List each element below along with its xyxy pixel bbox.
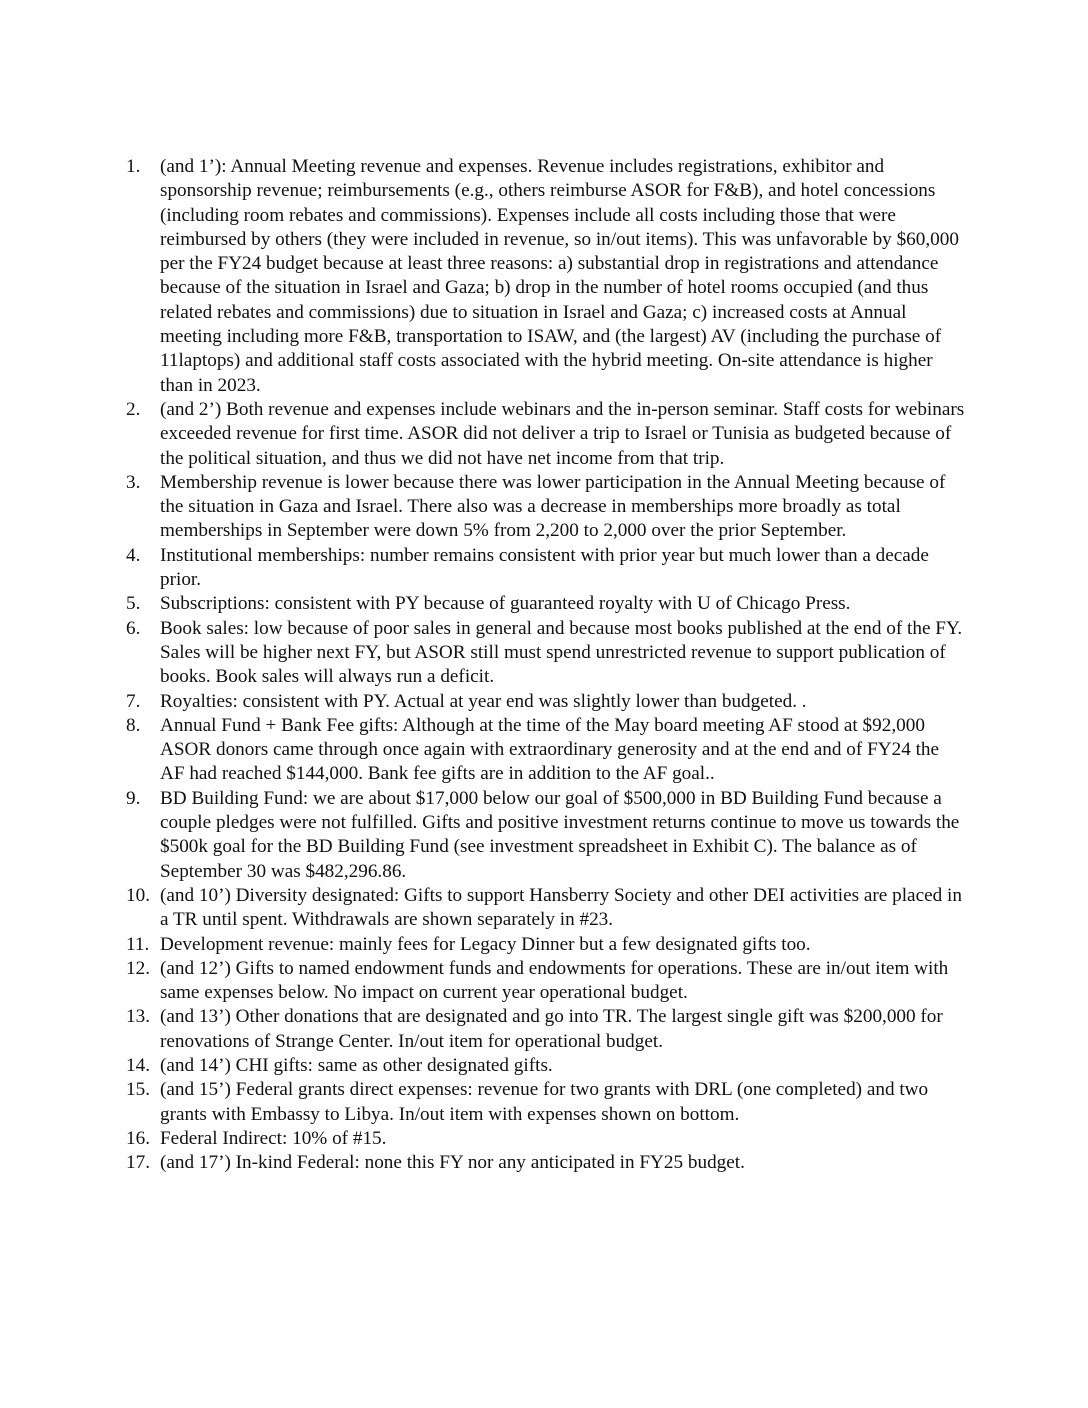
note-number: 10. [126, 884, 150, 906]
note-item-1 [126, 155, 966, 398]
note-text: Book sales: low because of poor sales in general and because most books published at the end of the FY. Sales will be higher next FY, but ASOR still must spend unrestricted revenue to support publication of books. Book sales will always run a deficit. [160, 617, 963, 688]
note-item-12 [126, 957, 966, 1006]
note-number: 9. [126, 787, 141, 809]
note-item-2 [126, 398, 966, 471]
note-number: 11. [126, 933, 150, 955]
note-text: Development revenue: mainly fees for Legacy Dinner but a few designated gifts too. [160, 933, 811, 955]
note-number: 6. [126, 617, 141, 639]
note-text: Membership revenue is lower because there was lower participation in the Annual Meeting because of the situation in Gaza and Israel. There also was a decrease in memberships more broadly as total memberships in September were down 5% from 2,200 to 2,000 over the prior September. [160, 471, 946, 542]
note-text: Institutional memberships: number remains consistent with prior year but much lower than a decade prior. [160, 544, 929, 591]
note-number: 16. [126, 1127, 150, 1149]
note-item-9 [126, 787, 966, 884]
note-item-4 [126, 544, 966, 593]
note-text: (and 13’) Other donations that are designated and go into TR. The largest single gift was $200,000 for renovations of Strange Center. In/out item for operational budget. [160, 1006, 943, 1052]
note-item-7 [126, 690, 966, 714]
note-text: Federal Indirect: 10% of #15. [160, 1127, 387, 1149]
note-text: Royalties: consistent with PY. Actual at year end was slightly lower than budgeted. . [160, 690, 807, 712]
note-number: 13. [126, 1006, 150, 1028]
note-text: Annual Fund + Bank Fee gifts: Although at the time of the May board meeting AF stood at $92,000 ASOR donors came through once again with extraordinary generosity and at the end and of FY24 the AF had reached $144,000. Bank fee gifts are in addition to the AF goal.. [160, 714, 940, 785]
note-number: 17. [126, 1152, 150, 1174]
note-number: 4. [126, 544, 141, 566]
note-text: (and 2’) Both revenue and expenses include webinars and the in-person seminar. Staff costs for webinars exceeded revenue for first time. ASOR did not deliver a trip to Israel or Tunisia as budgeted because of the political situation, and thus we did not have net income from that trip. [160, 398, 965, 469]
note-text: BD Building Fund: we are about $17,000 below our goal of $500,000 in BD Building Fund because a couple pledges were not fulfilled. Gifts and positive investment returns continue to move us towards the $500k goal for the BD Building Fund (see investment spreadsheet in Exhibit C). The balance as of September 30 was $482,296.86. [160, 787, 960, 882]
note-number: 5. [126, 593, 141, 615]
note-item-3 [126, 471, 966, 544]
note-item-6 [126, 617, 966, 690]
note-item-17 [126, 1151, 966, 1175]
note-number: 12. [126, 957, 150, 979]
note-text: Subscriptions: consistent with PY because of guaranteed royalty with U of Chicago Press. [160, 593, 851, 615]
note-number: 1. [126, 156, 141, 177]
note-item-10 [126, 884, 966, 933]
note-number: 2. [126, 398, 141, 420]
note-text: (and 15’) Federal grants direct expenses: revenue for two grants with DRL (one completed) and two grants with Embassy to Libya. In/out item with expenses shown on bottom. [160, 1079, 929, 1125]
note-text: (and 1’): Annual Meeting revenue and expenses. Revenue includes registrations, exhibitor and sponsorship revenue; reimbursements (e.g., others reimburse ASOR for F&B), and hotel concessions (including room rebates and commissions). Expenses include all costs including those that were reimbursed by others (they were included in revenue, so in/out items). This was unfavorable by $60,000 per the FY24 budget because at least three reasons: a) substantial drop in registrations and attendance because of the situation in Israel and Gaza; b) drop in the number of hotel rooms occupied (and thus related rebates and commissions) due to situation in Israel and Gaza; c) increased costs at Annual meeting including more F&B, transportation to ISAW, and (the largest) AV (including the purchase of 11laptops) and additional staff costs associated with the hybrid meeting. On-site attendance is higher than in 2023. [160, 156, 959, 396]
note-item-14 [126, 1054, 966, 1078]
note-item-13 [126, 1005, 966, 1054]
note-text: (and 12’) Gifts to named endowment funds and endowments for operations. These are in/out item with same expenses below. No impact on current year operational budget. [160, 957, 949, 1004]
note-item-11 [126, 933, 966, 957]
note-number: 3. [126, 471, 141, 493]
note-item-8 [126, 714, 966, 787]
budget-notes-list [126, 155, 966, 1175]
note-number: 8. [126, 714, 141, 736]
note-text: (and 10’) Diversity designated: Gifts to support Hansberry Society and other DEI activities are placed in a TR until spent. Withdrawals are shown separately in #23. [160, 884, 962, 931]
note-item-16 [126, 1127, 966, 1151]
note-number: 7. [126, 690, 141, 712]
note-text: (and 17’) In-kind Federal: none this FY nor any anticipated in FY25 budget. [160, 1152, 745, 1174]
note-item-5 [126, 592, 966, 616]
note-number: 14. [126, 1054, 150, 1076]
note-item-15 [126, 1078, 966, 1127]
note-text: (and 14’) CHI gifts: same as other designated gifts. [160, 1054, 553, 1076]
note-number: 15. [126, 1079, 150, 1101]
